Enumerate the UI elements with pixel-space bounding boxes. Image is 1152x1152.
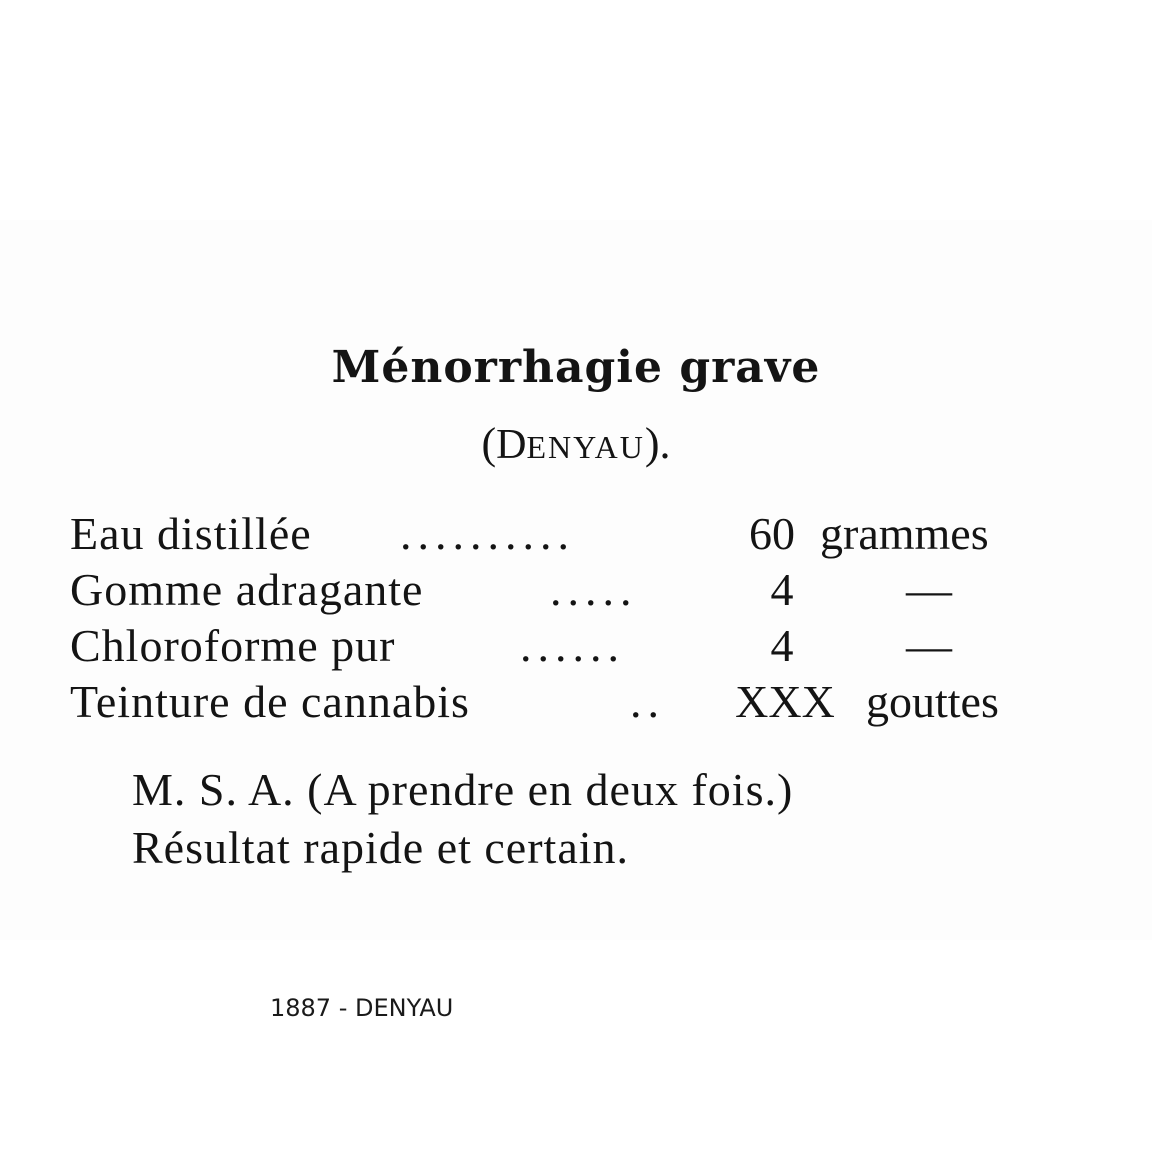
recipe-title: Ménorrhagie grave — [331, 342, 821, 393]
ingredient-leader-dots: ...... — [520, 620, 625, 671]
ingredient-leader-dots: .......... — [400, 508, 575, 559]
result-statement: Résultat rapide et certain. — [132, 822, 630, 873]
author-close-paren: ). — [644, 419, 671, 468]
ingredient-unit: grammes — [820, 508, 989, 559]
ingredient-row — [70, 674, 1070, 730]
ingredient-leader-dots: .. — [630, 676, 665, 727]
ingredient-row — [70, 506, 1070, 562]
ingredient-unit-ditto: — — [906, 620, 952, 671]
ingredient-unit: gouttes — [866, 676, 999, 727]
ingredient-quantity: 4 — [770, 620, 794, 671]
ingredient-name: Teinture de cannabis — [70, 676, 470, 727]
ingredient-quantity: 60 — [749, 508, 795, 559]
ingredient-list — [70, 506, 1070, 730]
preparation-instruction: M. S. A. (A prendre en deux fois.) — [132, 764, 794, 815]
author-open-paren: ( — [481, 419, 497, 468]
ingredient-name: Chloroforme pur — [70, 620, 396, 671]
ingredient-quantity: XXX — [735, 676, 835, 727]
author-initial: D — [496, 422, 527, 468]
ingredient-name: Eau distillée — [70, 508, 312, 559]
author-small-caps: ENYAU — [526, 429, 645, 465]
recipe-author — [0, 418, 1152, 473]
ingredient-leader-dots: ..... — [550, 564, 638, 615]
ingredient-name: Gomme adragante — [70, 564, 424, 615]
ingredient-row — [70, 618, 1070, 674]
ingredient-quantity: 4 — [770, 564, 794, 615]
ingredient-row — [70, 562, 1070, 618]
source-caption: 1887 - DENYAU — [270, 994, 454, 1022]
ingredient-unit-ditto: — — [906, 564, 952, 615]
